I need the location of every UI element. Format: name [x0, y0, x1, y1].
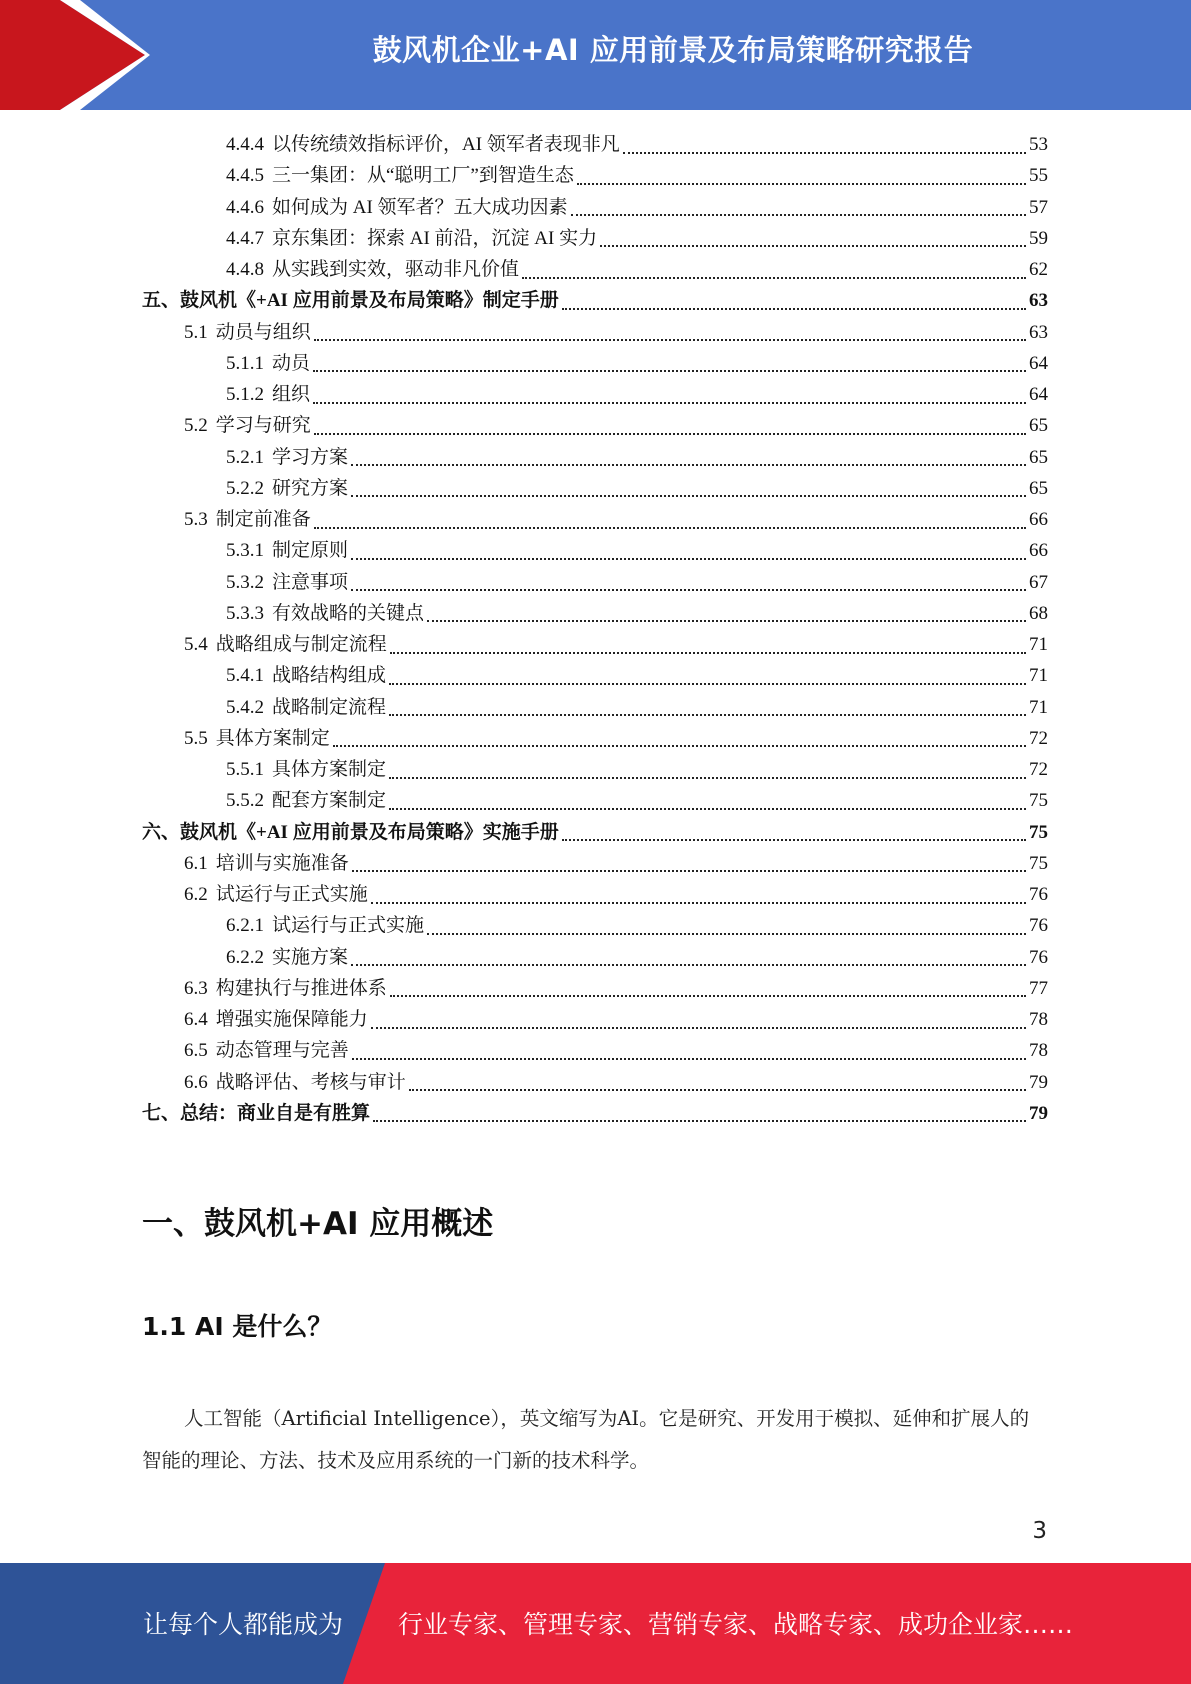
- toc-entry-page: 76: [1029, 915, 1048, 937]
- toc-entry[interactable]: [142, 192, 1048, 223]
- toc-entry[interactable]: [142, 817, 1048, 848]
- toc-entry-page: 67: [1029, 571, 1048, 593]
- toc-entry-title: 制定原则: [272, 540, 349, 562]
- toc-entry-title: 增强实施保障能力: [215, 1009, 368, 1030]
- toc-entry[interactable]: [142, 285, 1048, 316]
- toc-entry[interactable]: [142, 442, 1048, 473]
- toc-entry[interactable]: [142, 504, 1048, 535]
- footer-slogan-right: 行业专家、管理专家、营销专家、战略专家、成功企业家……: [398, 1610, 1074, 1639]
- toc-entry[interactable]: [142, 942, 1048, 973]
- toc-entry[interactable]: [142, 910, 1048, 941]
- toc-dot-leader: [313, 370, 1026, 372]
- toc-entry-page: 55: [1029, 165, 1048, 187]
- toc-dot-leader: [389, 714, 1026, 716]
- toc-entry-title: 动员与组织: [215, 321, 311, 343]
- toc-dot-leader: [314, 433, 1026, 435]
- toc-entry-title: 具体方案制定: [272, 759, 387, 780]
- toc-entry-title: 五、鼓风机《+AI 应用前景及布局策略》制定手册: [142, 290, 559, 312]
- toc-dot-leader: [314, 527, 1026, 529]
- page-number: 3: [1032, 1518, 1047, 1544]
- toc-entry[interactable]: [142, 754, 1048, 785]
- toc-entry[interactable]: [142, 1067, 1048, 1098]
- toc-entry-page: 59: [1029, 227, 1048, 249]
- toc-entry-title: 战略制定流程: [272, 696, 387, 718]
- toc-entry-page: 71: [1029, 665, 1048, 687]
- toc-entry-page: 78: [1029, 1009, 1048, 1030]
- toc-dot-leader: [522, 277, 1026, 279]
- toc-entry-title: 组织: [272, 384, 311, 405]
- toc-entry-page: 75: [1029, 852, 1048, 874]
- toc-dot-leader: [333, 745, 1026, 747]
- toc-dot-leader: [371, 1027, 1026, 1029]
- toc-entry-page: 79: [1029, 1102, 1048, 1124]
- toc-dot-leader: [389, 777, 1026, 779]
- toc-dot-leader: [351, 558, 1026, 560]
- toc-dot-leader: [389, 683, 1026, 685]
- toc-entry-page: 57: [1029, 196, 1048, 218]
- toc-entry-number: 5.3: [184, 509, 208, 530]
- toc-entry-page: 66: [1029, 540, 1048, 562]
- toc-dot-leader: [577, 183, 1026, 185]
- body-paragraph: 人工智能（Artificial Intelligence），英文缩写为AI。它是研究、开发用于模拟、延伸和扩展人的智能的理论、方法、技术及应用系统的一门新的技术科学。: [142, 1407, 1030, 1472]
- toc-entry-number: 4.4.7: [226, 227, 264, 249]
- toc-entry-title: 三一集团：从“聪明工厂”到智造生态: [272, 165, 574, 187]
- toc-dot-leader: [427, 933, 1026, 935]
- toc-entry-title: 试运行与正式实施: [272, 915, 425, 937]
- toc-entry-number: 4.4.8: [226, 259, 264, 280]
- toc-dot-leader: [352, 870, 1026, 872]
- toc-entry-title: 配套方案制定: [272, 790, 387, 812]
- toc-dot-leader: [389, 808, 1026, 810]
- toc-entry[interactable]: [142, 723, 1048, 754]
- toc-entry-title: 研究方案: [272, 477, 349, 499]
- toc-entry-title: 有效战略的关键点: [272, 602, 425, 624]
- toc-entry-title: 学习方案: [272, 446, 349, 468]
- toc-entry-number: 6.2.1: [226, 915, 264, 937]
- toc-entry-page: 79: [1029, 1071, 1048, 1093]
- toc-dot-leader: [351, 964, 1026, 966]
- toc-entry-number: 5.2.2: [226, 477, 264, 499]
- toc-dot-leader: [352, 1058, 1026, 1060]
- toc-entry-page: 71: [1029, 634, 1048, 655]
- toc-entry-title: 京东集团：探索 AI 前沿，沉淀 AI 实力: [272, 227, 598, 249]
- toc-entry-number: 5.2: [184, 415, 208, 437]
- toc-dot-leader: [351, 495, 1026, 497]
- toc-entry-title: 从实践到实效，驱动非凡价值: [272, 259, 520, 280]
- toc-entry[interactable]: [142, 629, 1048, 660]
- toc-entry-number: 5.5.1: [226, 759, 264, 780]
- toc-entry-page: 72: [1029, 727, 1048, 749]
- toc-entry-title: 七、总结：商业自是有胜算: [142, 1102, 371, 1124]
- footer-banner: [0, 1563, 1191, 1684]
- toc-entry-title: 具体方案制定: [215, 727, 330, 749]
- toc-entry[interactable]: [142, 348, 1048, 379]
- toc-entry-page: 63: [1029, 290, 1048, 312]
- toc-entry-title: 动态管理与完善: [215, 1040, 349, 1062]
- toc-entry-number: 5.4.1: [226, 665, 264, 687]
- toc-dot-leader: [390, 652, 1026, 654]
- toc-entry-title: 战略结构组成: [272, 665, 387, 687]
- toc-entry-number: 4.4.4: [226, 134, 264, 155]
- toc-entry-title: 以传统绩效指标评价，AI 领军者表现非凡: [272, 134, 620, 155]
- toc-entry[interactable]: [142, 598, 1048, 629]
- toc-entry[interactable]: [142, 1004, 1048, 1035]
- toc-entry-page: 75: [1029, 821, 1048, 843]
- toc-dot-leader: [600, 245, 1026, 247]
- toc-entry[interactable]: [142, 848, 1048, 879]
- toc-dot-leader: [313, 402, 1026, 404]
- toc-entry-page: 65: [1029, 477, 1048, 499]
- toc-entry-title: 如何成为 AI 领军者？五大成功因素: [272, 196, 568, 218]
- toc-dot-leader: [351, 464, 1026, 466]
- toc-entry-title: 试运行与正式实施: [215, 884, 368, 905]
- header-banner: [0, 0, 1191, 110]
- toc-entry-page: 76: [1029, 946, 1048, 968]
- toc-entry-page: 71: [1029, 696, 1048, 718]
- toc-dot-leader: [373, 1120, 1026, 1122]
- toc-entry-number: 4.4.6: [226, 196, 264, 218]
- toc-entry-number: 5.3.3: [226, 602, 264, 624]
- toc-entry[interactable]: [142, 1035, 1048, 1066]
- toc-entry[interactable]: [142, 879, 1048, 910]
- toc-entry-number: 6.3: [184, 977, 208, 999]
- toc-entry-page: 72: [1029, 759, 1048, 780]
- toc-entry[interactable]: [142, 1098, 1048, 1129]
- toc-entry-page: 64: [1029, 352, 1048, 374]
- toc-dot-leader: [427, 620, 1026, 622]
- section-heading: 一、鼓风机+AI 应用概述: [142, 1206, 494, 1242]
- toc-entry-number: 5.1.2: [226, 384, 264, 405]
- toc-entry-number: 5.5: [184, 727, 208, 749]
- toc-entry[interactable]: [142, 973, 1048, 1004]
- toc-entry-title: 培训与实施准备: [215, 852, 349, 874]
- toc-entry[interactable]: [142, 129, 1048, 160]
- toc-entry-title: 战略评估、考核与审计: [215, 1071, 406, 1093]
- toc-entry-number: 5.1: [184, 321, 208, 343]
- toc-dot-leader: [409, 1089, 1026, 1091]
- toc-entry-number: 6.1: [184, 852, 208, 874]
- toc-entry-page: 66: [1029, 509, 1048, 530]
- toc-entry[interactable]: [142, 785, 1048, 816]
- toc-entry-number: 5.4.2: [226, 696, 264, 718]
- toc-entry-title: 战略组成与制定流程: [215, 634, 387, 655]
- toc-entry[interactable]: [142, 410, 1048, 441]
- table-of-contents: [142, 129, 1048, 1129]
- toc-dot-leader: [371, 902, 1026, 904]
- toc-entry[interactable]: [142, 567, 1048, 598]
- toc-entry-page: 53: [1029, 134, 1048, 155]
- toc-entry-page: 63: [1029, 321, 1048, 343]
- toc-dot-leader: [351, 589, 1026, 591]
- toc-entry-title: 制定前准备: [215, 509, 311, 530]
- toc-entry-page: 65: [1029, 446, 1048, 468]
- toc-entry-title: 动员: [272, 352, 311, 374]
- toc-entry-number: 6.2.2: [226, 946, 264, 968]
- toc-entry-title: 六、鼓风机《+AI 应用前景及布局策略》实施手册: [142, 821, 559, 843]
- toc-dot-leader: [390, 995, 1026, 997]
- toc-entry-number: 5.2.1: [226, 446, 264, 468]
- toc-entry-page: 65: [1029, 415, 1048, 437]
- toc-entry-number: 5.1.1: [226, 352, 264, 374]
- toc-dot-leader: [562, 839, 1026, 841]
- toc-entry-page: 62: [1029, 259, 1048, 280]
- toc-entry-number: 6.5: [184, 1040, 208, 1062]
- toc-entry-page: 64: [1029, 384, 1048, 405]
- toc-entry[interactable]: [142, 254, 1048, 285]
- toc-entry-number: 4.4.5: [226, 165, 264, 187]
- toc-entry-title: 实施方案: [272, 946, 349, 968]
- document-title: 鼓风机企业+AI 应用前景及布局策略研究报告: [372, 33, 974, 67]
- toc-entry[interactable]: [142, 473, 1048, 504]
- toc-entry-page: 76: [1029, 884, 1048, 905]
- toc-entry[interactable]: [142, 379, 1048, 410]
- toc-entry-number: 5.4: [184, 634, 208, 655]
- toc-entry[interactable]: [142, 535, 1048, 566]
- footer-slogan-left: 让每个人都能成为: [143, 1610, 344, 1639]
- toc-entry-page: 68: [1029, 602, 1048, 624]
- toc-dot-leader: [562, 308, 1026, 310]
- toc-entry-number: 5.3.1: [226, 540, 264, 562]
- toc-entry-page: 78: [1029, 1040, 1048, 1062]
- toc-entry-number: 6.6: [184, 1071, 208, 1093]
- toc-entry-page: 77: [1029, 977, 1048, 999]
- toc-entry[interactable]: [142, 660, 1048, 691]
- toc-dot-leader: [623, 152, 1026, 154]
- toc-dot-leader: [314, 339, 1026, 341]
- toc-entry-page: 75: [1029, 790, 1048, 812]
- toc-entry[interactable]: [142, 692, 1048, 723]
- toc-entry-number: 6.4: [184, 1009, 208, 1030]
- subsection-heading: 1.1 AI 是什么？: [142, 1312, 333, 1341]
- toc-entry-number: 6.2: [184, 884, 208, 905]
- toc-entry-number: 5.5.2: [226, 790, 264, 812]
- toc-entry[interactable]: [142, 317, 1048, 348]
- toc-entry-title: 构建执行与推进体系: [215, 977, 387, 999]
- toc-entry[interactable]: [142, 223, 1048, 254]
- toc-entry[interactable]: [142, 160, 1048, 191]
- toc-entry-number: 5.3.2: [226, 571, 264, 593]
- toc-entry-title: 学习与研究: [215, 415, 311, 437]
- toc-dot-leader: [571, 214, 1026, 216]
- toc-entry-title: 注意事项: [272, 571, 349, 593]
